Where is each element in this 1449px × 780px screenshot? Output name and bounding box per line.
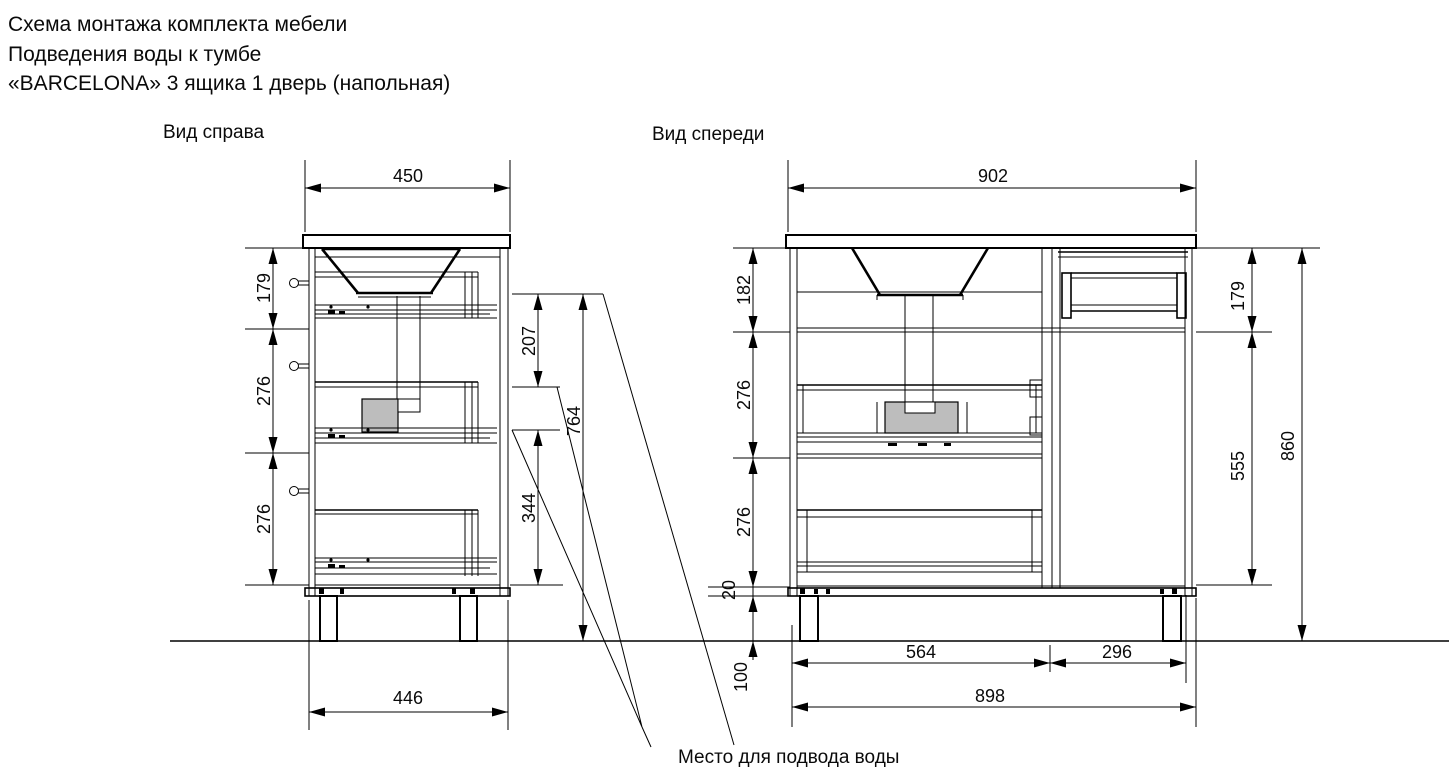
leg	[800, 596, 818, 641]
dim-450	[305, 160, 510, 232]
drawer-knobs	[290, 279, 310, 496]
dim-left-chain-front	[708, 248, 790, 692]
dim-value-860: 860	[1278, 430, 1298, 462]
dim-value-276-side-mid: 276	[254, 375, 274, 407]
front-view	[652, 124, 1320, 727]
dim-value-898: 898	[974, 686, 1006, 706]
countertop-side	[303, 235, 510, 248]
drawer-bottom-front	[797, 510, 1042, 572]
countertop-front	[786, 235, 1196, 248]
dim-right-chain-front	[1196, 248, 1320, 641]
dim-left-chain-side	[245, 248, 309, 585]
plinth-front	[788, 588, 1196, 596]
dim-value-296: 296	[1101, 642, 1133, 662]
leg	[320, 596, 337, 641]
dim-902	[788, 160, 1196, 232]
dim-value-344: 344	[519, 492, 539, 524]
title-line-1: Схема монтажа комплекта мебели	[8, 13, 348, 36]
front-view-label: Вид спереди	[652, 124, 765, 145]
title-block	[8, 13, 450, 95]
dim-value-100: 100	[731, 661, 751, 693]
dim-value-564: 564	[905, 642, 937, 662]
dim-value-276-front-bottom: 276	[734, 506, 754, 538]
dim-value-446: 446	[392, 688, 424, 708]
dim-value-207: 207	[519, 325, 539, 357]
drain-pipe-side	[362, 296, 420, 432]
dim-value-179-side: 179	[254, 272, 274, 304]
leg	[460, 596, 477, 641]
title-line-2: Подведения воды к тумбе	[8, 43, 262, 66]
dim-value-902: 902	[977, 166, 1009, 186]
leader-line	[603, 294, 734, 745]
dim-446	[309, 600, 508, 730]
right-view-label: Вид справа	[163, 122, 265, 143]
door-towel-rail	[1058, 252, 1188, 318]
water-note-label: Место для подвода воды	[678, 747, 900, 768]
front-view-cabinet	[786, 235, 1196, 641]
leader-lines	[512, 387, 651, 747]
dim-value-764: 764	[564, 405, 584, 437]
dim-value-276-side-bottom: 276	[254, 503, 274, 535]
sink-basin-side	[322, 249, 460, 297]
dim-right-chain-side	[510, 294, 603, 641]
drawer-top-side	[315, 272, 497, 318]
dim-value-555: 555	[1228, 450, 1248, 482]
title-line-3: «BARCELONA» 3 ящика 1 дверь (напольная)	[8, 72, 451, 95]
drawer-bottom-side	[315, 510, 497, 576]
siphon-notch-front	[905, 402, 935, 413]
plinth-side	[305, 588, 510, 596]
water-supply-note	[512, 294, 899, 768]
right-side-view	[163, 122, 603, 730]
dim-value-276-front-mid: 276	[734, 379, 754, 411]
dim-value-179-front: 179	[1228, 280, 1248, 312]
siphon-notch	[398, 399, 420, 412]
leg	[1163, 596, 1181, 641]
siphon-space	[362, 399, 398, 432]
dim-bottom-front	[792, 595, 1196, 727]
dim-value-182: 182	[734, 274, 754, 306]
drain-pipe-front	[877, 295, 967, 433]
dim-value-450: 450	[392, 166, 424, 186]
dim-value-20: 20	[719, 579, 739, 601]
